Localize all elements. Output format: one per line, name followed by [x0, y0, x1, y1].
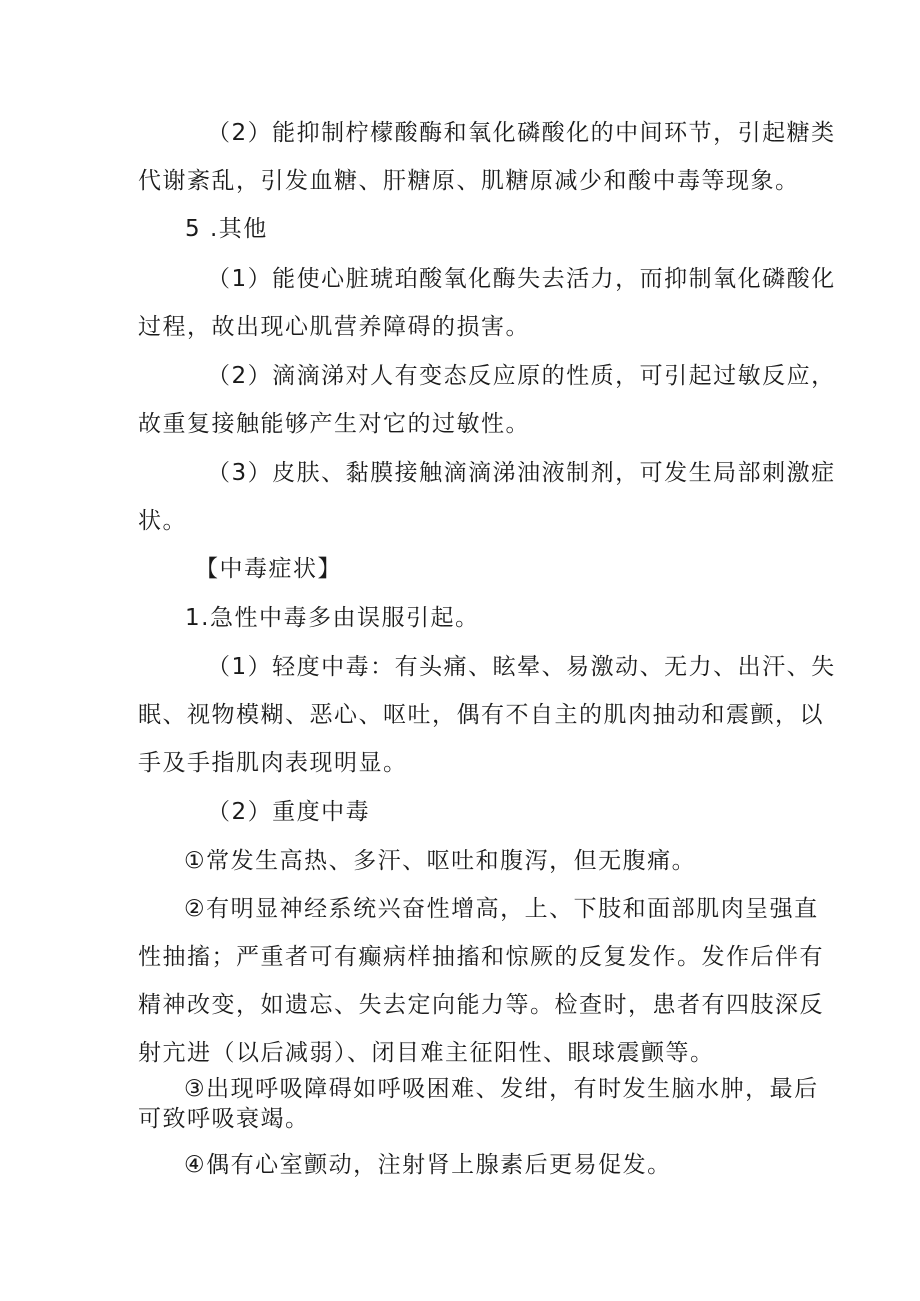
item-2-line-1: （2）滴滴涕对人有变态反应原的性质，可引起过敏反应，	[207, 363, 836, 389]
severe-point-3-line-2: 可致呼吸衰竭。	[138, 1106, 310, 1132]
subsection-1-heading: 1.急性中毒多由误服引起。	[185, 605, 480, 631]
severe-point-4: ④偶有心室颤动，注射肾上腺素后更易促发。	[184, 1152, 672, 1178]
severe-point-3-line-1: ③出现呼吸障碍如呼吸困难、发绀，有时发生脑水肿，最后	[184, 1076, 819, 1102]
severe-point-2-line-3: 精神改变，如遗忘、失去定向能力等。检查时，患者有四肢深反	[138, 992, 824, 1018]
item-3-line-1: （3）皮肤、黏膜接触滴滴涕油液制剂，可发生局部刺激症	[207, 460, 836, 486]
severe-heading: （2）重度中毒	[207, 799, 371, 825]
severe-point-2-line-2: 性抽搐；严重者可有癫病样抽搐和惊厥的反复发作。发作后伴有	[138, 944, 824, 970]
severe-point-2-line-4: 射亢进（以后减弱）、闭目难主征阳性、眼球震颤等。	[138, 1040, 715, 1066]
paragraph-2-line-2: 代谢紊乱，引发血糖、肝糖原、肌糖原减少和酸中毒等现象。	[138, 168, 800, 194]
mild-line-3: 手及手指肌肉表现明显。	[138, 750, 408, 776]
severe-point-2-line-1: ②有明显神经系统兴奋性增高，上、下肢和面部肌肉呈强直	[184, 896, 819, 922]
section-5-heading: 5 .其他	[185, 216, 268, 242]
mild-line-2: 眠、视物模糊、恶心、呕吐，偶有不自主的肌肉抽动和震颤，以	[138, 702, 824, 728]
section-heading-symptoms: 【中毒症状】	[195, 556, 342, 582]
paragraph-2-line-1: （2）能抑制柠檬酸酶和氧化磷酸化的中间环节，引起糖类	[207, 120, 836, 146]
item-1-line-2: 过程，故出现心肌营养障碍的损害。	[138, 314, 530, 340]
item-2-line-2: 故重复接触能够产生对它的过敏性。	[138, 411, 530, 437]
severe-point-1: ①常发生高热、多汗、呕吐和腹泻，但无腹痛。	[184, 848, 697, 874]
mild-line-1: （1）轻度中毒：有头痛、眩晕、易激动、无力、出汗、失	[207, 654, 836, 680]
item-1-line-1: （1）能使心脏琥珀酸氧化酶失去活力，而抑制氧化磷酸化	[207, 266, 836, 292]
item-3-line-2: 状。	[138, 508, 187, 534]
